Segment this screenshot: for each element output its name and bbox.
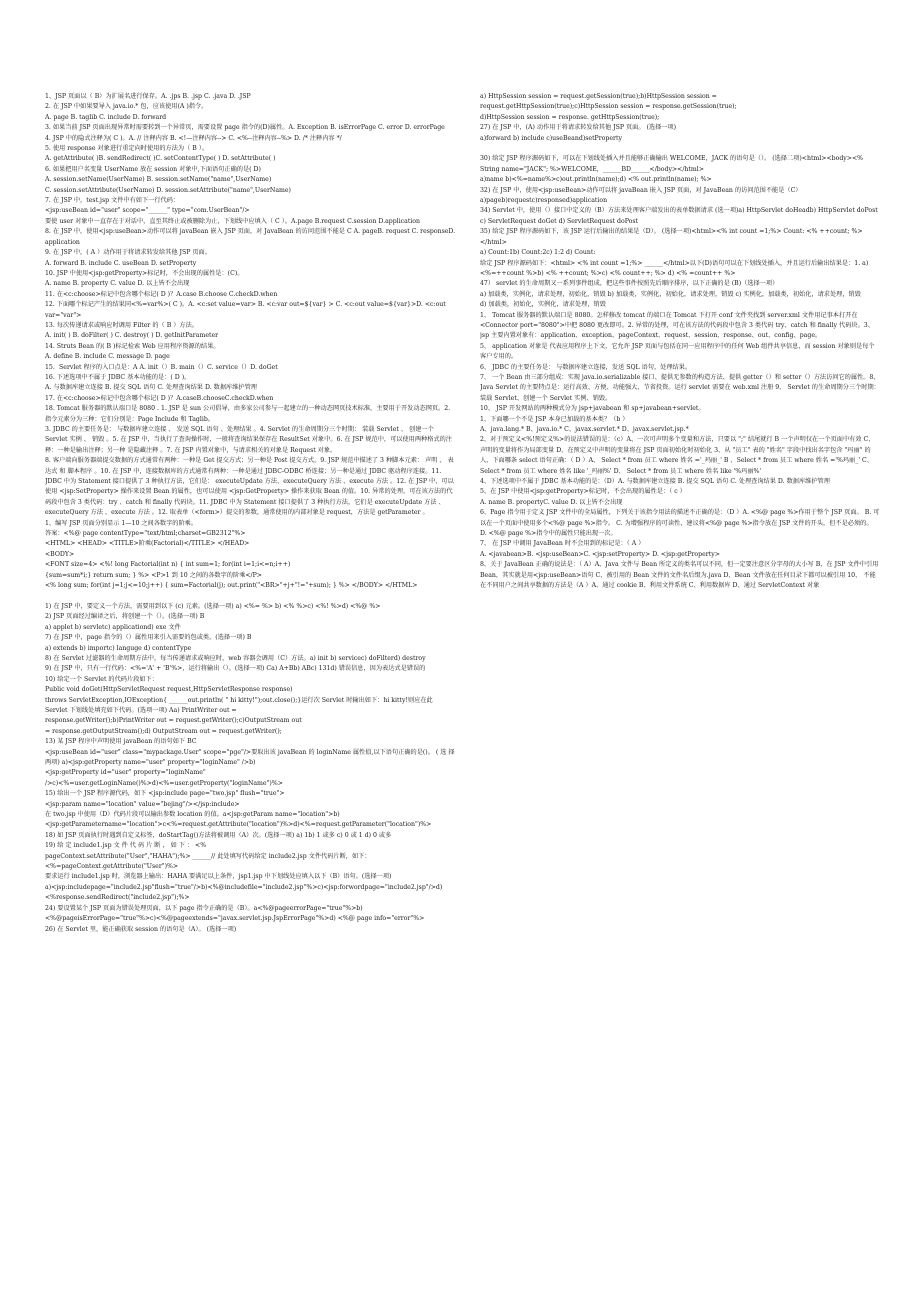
- text-line: 5、在 JSP 中使用<jsp:getProperty>标记时，不会出现的属性是：（ c ）: [480, 488, 686, 496]
- text-line: 7、 一个 Bean 由三部分组成：实现 java.io.serializable 接口、提供无参数的构造方法、提供 getter（）和 setter（）方法访问它的属性。8、 Java Servlet 的主要特点是：运行高效、方便、功能强大、节省投资。运行 servlet 需要在 web.xml 注册 9、 Servlet 的生命周期分三个时期：装载 Servlet、创建一个 Servlet 实例、销毁。: [480, 373, 880, 402]
- text-line: 6、Page 指令用于定义 JSP 文件中的全局属性，下列关于该指令用法的描述不正确的是：（D ）A. <%@ page %>作用于整个 JSP 页面。 B. 可以在一个页面中使用多个<%@ page %>指令。 C. 为增强程序的可读性，建议将<%@ page %>指令放在 JSP 文件的开头，但不是必须的。: [480, 509, 880, 527]
- text-line: a) extends b) importc) languge d) contentType: [45, 644, 192, 652]
- text-line: A. session.setName(UserName) B. session.setName("name",UserName): [45, 176, 272, 184]
- text-line: 5. 使用 response 对象进行重定向时使用的方法为（ B ）。: [45, 145, 209, 153]
- text-line: 1、 Tomcat 服务器的默认端口是 8080。怎样修改 tomcat 的端口在 Tomcat 下打开 conf 文件夹找到 server.xml 文件用记事本打开在<Connector port="8080">中把 8080 更改即可。2. 异常的处理，可在该方法的代码段中包含 3 类代码 try、catch 和 finally 代码块。3、 jsp 主要内置对象有：application、exception、pageContext、request、session、response、out、config、page。: [480, 311, 874, 340]
- text-line: A. forward B. include C. useBean D. setProperty: [45, 259, 197, 267]
- text-line: d)HttpSession session = response. getHttpSession(true);: [480, 113, 660, 121]
- text-line: A. 与数据库建立连接 B. 提交 SQL 语句 C. 处理查询结果 D. 数据库维护管理: [45, 384, 257, 392]
- text-line: throws ServletException,IOException{ ______out.println( " hi kitty!");out.close();}运行次 Servlet 时输出如下：hi kitty!则应在此 Servlet 下划线处填充如下代码。(选项一项) Aa) PrintWriter out =: [45, 696, 433, 714]
- text-line: 6、 JDBC 的主要任务是： 与数据库建立连接，发送 SQL 语句，处理结果。: [480, 363, 692, 371]
- text-line: A. name B. property C. value D. 以上皆不会出现: [45, 280, 190, 288]
- text-line: 8) 在 Servlet 过滤器的生命周期方法中，每当传递请求或响应时，web 容器会调用（C）方法。a) init b) servicec) doFilterd) destroy: [45, 654, 426, 662]
- text-line: a)<jsp:includepage="include2.jsp"flush="true"/>b)<%@includefile="include2.jsp"%>c)<jsp:forwordpage="include2.jsp"/>d)<%response.sendRedirect("include2.jsp");%>: [45, 883, 443, 902]
- text-line: 32) 在 JSP 中，使用<jsp:useBean>动作可以将 javaBean 嵌入 JSP 页面，对 JavaBean 的访问范围不能是（C）a)pageb)requestc)responsed)application: [480, 186, 802, 205]
- text-line: 18) 如 JSP 页面执行时遇到自定义标签，doStartTag()方法将被调用（A）次。(选择一项) a) 1b) 1 或多 c) 0 或 1 d) 0 或多: [45, 831, 392, 839]
- text-line: A. define B. include C. message D. page: [45, 353, 170, 361]
- text-line: <jsp:useBean id="user" class="mypackage.User" scope="pge"/>要取出该 javaBean 的 loginName 属性值,以下语句正确的是()。 ( 选 择 两项) a)<jsp:getProperty name="user" property="loginName" />b): [45, 748, 455, 766]
- text-line: 8. 客户端向服务器端提交数据的方式通常有两种：一种是 Get 提交方式；另一种是 Post 提交方式。9. JSP 规范中描述了 3 种脚本元素： 声明 、 表达式 和 脚本程序 。10. 在 JSP 中，连接数据库的方式通常有两种：一种是通过 JDBC-ODBC 桥连接；另一种是通过 JDBC 驱动程序连接。11. JDBC 中为 Statement 接口提供了 3 种执行方法，它们是： executeUpdate 方法、executeQuery 方法 、execute 方法 。12. 在 JSP 中，可以使用 <jsp:SetProperty> 操作来设置 Bean 的属性，也可以使用 <jsp:GetProperty> 操作来获取 Bean 的值。10. 异常的处理，可在该方法的代码段中包含 3 类代码：try 、catch 和 finally 代码块。11. JDBC 中为 Statement 接口提供了 3 种执行方法，它们是 executeUpdate 方法 、executeQuery 方法 、execute 方法 。12. 取表单（<form>）提交的参数，通常使用的内部对象是 request，方法是 getParameter 。: [45, 457, 454, 517]
- text-line: a)name b)<%=name%>c)out.println(name);d) <% out.println(name); %>: [480, 176, 712, 184]
- text-line: A. getAttribute( )B. sendRedirect( )C. setContentType( ) D. setAttribute( ): [45, 155, 276, 163]
- text-line: 18. Tomcat 服务器的默认端口是 8080 . 1. JSP 是 sun 公司倡导，由多家公司参与一起建立的一种动态网页技术标准，主要用于开发动态网页。2. 指令元素分为三种：它们分别是：Page Include 和 Taglib。: [45, 405, 451, 423]
- text-line: [45, 592, 457, 602]
- text-line: a) applet b) servletc) applicationd) exe 文件: [45, 623, 181, 631]
- text-line: <jsp:getProperty id="user" property="loginName": [45, 769, 206, 777]
- text-line: 17. 在<c:choose>标记中包含哪个标记( D )？A.caseB.chooseC.checkD.when: [45, 394, 274, 402]
- text-line: <% long sum; for(int j=1;j<=10;j++) { sum=Factorial(j); out.print("<BR>"+j+"!="+sum); } %> </BODY> </HTML>: [45, 582, 418, 590]
- text-line: A. <javabean>B. <jsp:useBean>C. <jsp:setProperty> D. <jsp:getProperty>: [480, 550, 720, 558]
- text-line: 24) 要设置某个 JSP 页面为错误处理页面，以下 page 指令正确的是（B）。a<%@pageerrorPage="true"%>b)<%@pageisErrorPage="true"%>c)<%@pageextends="javax.servlet.jsp.JspErrorPage"%>d) <%@ page info="error"%>: [45, 904, 425, 923]
- text-line: 7、 在 JSP 中调用 JavaBean 时不会用到的标记是：（ A ）: [480, 540, 645, 548]
- text-line: 10) 给定一个 Servlet 的代码片段如下：: [45, 675, 158, 683]
- text-line: 要求运行 include1.jsp 时，浏览器上输出：HAHA 要满足以上条件，jsp1.jsp 中下划线处应填入以下（B）语句。(选择一项): [45, 873, 392, 881]
- text-line: response.getWriter();b)PrintWriter out = request.getWriter();c)OutputStream out: [45, 717, 302, 725]
- text-line: />c)<%=user.getLoginName()%>d)<%=user.getProperty("loginName")%>: [45, 779, 283, 787]
- text-line: A. init( ) B. doFilter( ) C. destroy( ) D. getInitParameter: [45, 332, 219, 340]
- text-line: 要使 user 对象中一直存在于对话中，直至其终止或被删除为止，下划线中应填入（ C ）。A.page B.request C.session D.application: [45, 217, 421, 225]
- text-line: 26) 在 Servlet 里，能正确获取 session 的语句是（A）。 (选择一项): [45, 925, 237, 933]
- text-line: 8. 在 JSP 中，使用<jsp:useBean>动作可以将 javaBean 嵌入 JSP 页面，对 JavaBean 的访问范围不能是 C A. pageB. request C. responseD. application: [45, 228, 456, 246]
- text-line: 15) 给出一个 JSP 程序源代码，如下 <jsp:include page="two.jsp" flush="true">: [45, 790, 285, 798]
- text-line: A、java.lang.* B、java.io.* C、javax.servlet.* D、javax.servlet.jsp.*: [480, 426, 689, 433]
- text-line: 2) JSP 页面经过编译之后，将创建一个（）。(选择一项) B: [45, 613, 205, 621]
- text-line: <jsp:useBean id="user" scope="______" type="com.UserBean"/>: [45, 207, 250, 215]
- left-column: [45, 92, 457, 1222]
- text-line: 在 two.jsp 中使用（D）代码片段可以输出参数 location 的值。a<jsp:getParam name="location">b)<jsp:getParametername="location">c<%=request.getAttribute("location")%>d)<%=request.getParameter("location")%>: [45, 811, 432, 829]
- text-line: 给定 JSP 程序源码如下：<html> <% int count =1;%> ______</html>以下(D)语句可以在下划线处插入，并且运行后输出结果是：1. a) <%=++count %>b) <% ++count; %>c) <% count++; %> d) <% =count++ %>: [480, 259, 869, 277]
- text-line: 1、JSP 页面以（ B）为扩展名进行保存。A. .jps B. .jsp C. .java D. .JSP: [45, 93, 251, 100]
- text-line: 9. 在 JSP 中，( A ）动作用于将请求转发给其他 JSP 页面。: [45, 249, 211, 257]
- text-line: 3. 如果当前 JSP 页面出现异常时需要转到一个异常页，需要设置 page 指令的(D)属性。A. Exception B. isErrorPage C. error D. errorPage: [45, 124, 445, 132]
- text-line: <jsp:param name="location" value="bejing"/></jsp:include>: [45, 800, 240, 808]
- text-line: 35) 给定 JSP 程序源码如下，该 JSP 运行后输出的结果是（D）。 (选择一项)<html><% int count =1;%> Count: <% ++count; %></html>: [480, 228, 863, 246]
- text-line: 13) 某 JSP 程序中声明使用 javaBean 的语句如下 BC: [45, 738, 197, 746]
- text-line: 34) Servlet 中，使用（）接口中定义的（B）方法来处理客户端发出的表单数据请求 (选一项)a) HttpServlet doHeadb) HttpServlet doPost: [480, 207, 878, 215]
- text-line: 13. 每次传递请求或响应时调用 Filter 的（ B ）方法。: [45, 321, 198, 329]
- text-line: 14. Struts Bean 的( B )标记检索 Web 应用程序资源的结果。: [45, 342, 220, 350]
- text-line: 2. 在 JSP 中如果要导入 java.io.* 包，应该使用(A )指令。: [45, 103, 208, 111]
- text-line: 2、对于预定义<%!预定义%>的说法错误的是：（c）A、一次可声明多个变量和方法，只要以 ";" 结尾就行 B 一个声明仅在一个页面中有效 C、声明的变量将作为局部变量 D、在预定义中声明的变量将在 JSP 页面初始化时初始化 3、从 "员工" 表的 "姓名" 字段中找出名字包含 "玛丽" 的人，下面哪条 select 语句正确：（ D ）A、 Select * from 员工 where 姓名 ='_玛丽_' B 、Select * from 员工 where 姓名 ='%玛丽_' C、 Select * from 员工 where 姓名 like '_玛丽%' D、 Select * from 员工 where 姓名 like '%玛丽%': [480, 436, 875, 475]
- text-line: <BODY>: [45, 550, 75, 558]
- text-line: A. page B. taglib C. include D. forward: [45, 113, 167, 121]
- text-line: 9) 在 JSP 中，只有一行代码：<%='A' + 'B'%>，运行将输出（）。(选择一项) Ca) A+Bb) ABc) 131d) 错误信息，因为表达式是错误的: [45, 665, 426, 673]
- text-line: 3. JDBC 的主要任务是： 与数据库建立连接 、 发送 SQL 语句 、处理结果 。4. Servlet 的生命周期分三个时期： 装载 Servlet 、 创建一个 Servlet 实例 、 销毁 。5. 在 JSP 中，当执行了查询操作时，一般将查询结果保存在 ResultSet 对象中。6. 在 JSP 规范中，可以使用两种格式的注释：一种是输出注释；另一种 是隐藏注释 。7. 在 JSP 内置对象中，与请求相关的对象是 Request 对象。: [45, 426, 452, 454]
- text-line: A. name B. propertyC. value D. 以上皆不会出现: [480, 498, 623, 506]
- text-line: 30) 给定 JSP 程序源码如下，可以在下划线处插入并且能够正确输出 WELCOME，JACK 的语句是（）。 (选择二项)<html><body><% String name="JACK"; %>WELCOME，______BD______</body></html>: [480, 155, 864, 173]
- text-line: 27) 在 JSP 中，(A) 动作用于将请求转发给其他 JSP 页面。 (选择一项): [480, 124, 677, 132]
- text-line: request.getHttpSession(true);c)HttpSession session = response.getSession(true);: [480, 103, 737, 111]
- text-line: c) ServletRequest doGet d) ServletRequest doPost: [480, 217, 638, 225]
- text-line: D. <%@ page %>指令中的属性只能出现一次。: [480, 530, 617, 538]
- text-line: 6. 如果把用户名变量 UserName 放在 session 对象中,下面语句正确的是( D): [45, 165, 261, 173]
- text-line: C. session.setAttribute(UserName) D. session.setAttribute("name",UserName): [45, 186, 291, 194]
- text-line: 11. 在<c:choose>标记中包含哪个标记( D )？A.case B.choose C.checkD.when: [45, 290, 278, 298]
- text-line: pageContext.setAttribute("User","HAHA");%> ______// 此处填写代码给定 include2.jsp 文件代码片断，如下：<%=pageContext.getAttribute("User")%>: [45, 852, 371, 871]
- text-line: 15．Servlet 程序的入口点是：A A. init（）B. main（）C. service（）D. doGet: [45, 363, 278, 371]
- text-line: 10、 JSP 开发网站的两种模式分为 jsp+javabean 和 sp+javabean+servlet。: [480, 405, 705, 413]
- text-line: 16. 下述选项中不属于 JDBC 基本功能的是：( D )。: [45, 373, 191, 381]
- text-line: 4、下述选项中不属于 JDBC 基本功能的是：（D）A. 与数据库建立连接 B. 提交 SQL 语句 C. 处理查询结果 D. 数据库维护管理: [480, 478, 830, 486]
- text-line: 47） servlet 的生命周期又一系列事件组成，把这些事件按照先后顺序排序，以下正确的是 (B)（选择一项）: [480, 280, 779, 288]
- right-column: [480, 92, 880, 812]
- text-line: a)forward b) include c)useBeand)setProperty: [480, 134, 622, 142]
- text-line: 10. JSP 中使用<jsp:getProperty>标记时，不会出现的属性是：(C)。: [45, 269, 244, 277]
- text-line: a) HttpSession session = request.getSession(true);b)HttpSession session =: [480, 93, 717, 100]
- text-line: 1、编写 JSP 页面分别显示 1—10 之间各数字的阶乘。: [45, 519, 198, 527]
- text-line: {sum=sum*i;} return sum; } %> <P>1 到 10 之间的各数字的阶乘</P>: [45, 571, 262, 579]
- text-line: <HTML> <HEAD> <TITLE>阶乘(Factorial)</TITLE> </HEAD>: [45, 540, 250, 548]
- text-line: a) Count:1b) Count:2c) 1:2 d) Count:: [480, 249, 596, 257]
- text-line: 19) 给 定 include1.jsp 文 件 代 码 片 断 ， 如 下 ： <%: [45, 842, 207, 850]
- text-line: 答案：<%@ page contentType="text/html;charset=GB2312"%>: [45, 530, 246, 538]
- text-line: <FONT size=4> <%! long Factorial(int n) { int sum=1; for(int i=1;i<=n;i++): [45, 561, 291, 569]
- text-line: a) 加载类，实例化，请求处理，初始化，销毁 b) 加载类，实例化，初始化，请求处理，销毁 c) 实例化，加载类，初始化，请求处理，销毁: [480, 290, 861, 298]
- text-line: 7. 在 JSP 中，test.jsp 文件中有如下一行代码：: [45, 197, 180, 205]
- text-line: 5、 application 对象是 代表应用程序上下文，它允许 JSP 页面与包括在同一应用程序中的任何 Web 组件共享信息，而 session 对象则是每个客户专用的。: [480, 342, 875, 361]
- text-line: Public void doGet(HttpServletRequest request,HttpServletResponse response): [45, 686, 293, 694]
- text-line: 4. JSP 中的隐式注释为( C )。A. // 注释内容 B. <!—注释内容--> C. <%--注释内容--%> D. /* 注释内容 */: [45, 134, 342, 142]
- text-line: 8、关于 JavaBean 正确的说法是：（ A）A、Java 文件与 Bean 所定义的类名可以不同，但一定要注意区分字母的大小写 B、在 JSP 文件中引用 Bean，其实就是用<jsp:useBean>语句 C、被引用的 Bean 文件的文件名后缀为.java D、Bean 文件放在任何目录下都可以被引用 10、 不能在不同用户之间共享数据的方法是（A ）A、通过 cookie B、利用文件系统 C、利用数据库 D、通过 ServletContext 对象: [480, 561, 879, 590]
- text-line: 1) 在 JSP 中，要定义一个方法，需要用到以下 (c) 元素。(选择一项) a) <%= %> b) <% %>c) <%! %>d) <%@ %>: [45, 602, 381, 610]
- text-line: 7) 在 JSP 中，page 指令的（）属性用来引入需要的包或类。(选择一项) B: [45, 634, 252, 642]
- text-line: 12. 下面哪个标记产生的结果同<%=var%>( C )。A. <c:set value=var> B. <c:var out=${var} > C. <c:out value=${var}>D. <c:out var="var">: [45, 301, 446, 319]
- text-line: = response.getOutputStream();d) OutputStream out = request.getWriter();: [45, 727, 282, 735]
- text-line: d) 加载类，初始化，实例化，请求处理，销毁: [480, 301, 606, 309]
- text-line: 1、下面哪一个不是 JSP 本身已加载的基本类？（b ）: [480, 415, 629, 423]
- text-line: [480, 144, 880, 154]
